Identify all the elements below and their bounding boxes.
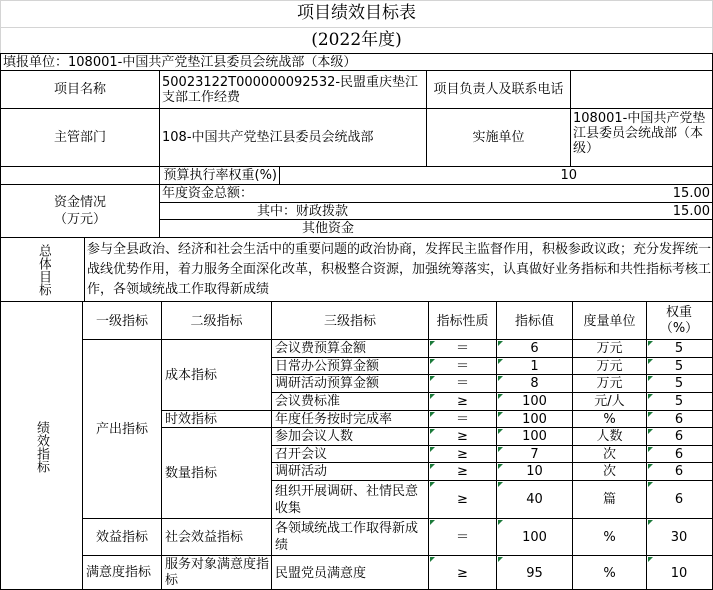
indicator-nature: ≥ (429, 481, 496, 518)
indicator-unit: 元/人 (594, 394, 625, 409)
level3-name: 参加会议人数 (275, 429, 354, 444)
indicator-unit: 次 (602, 446, 616, 462)
indicator-nature: ＝ (429, 411, 496, 427)
level3-name: 召开会议 (275, 446, 328, 462)
table-border (496, 301, 497, 590)
level2-cost: 成本指标 (165, 367, 218, 383)
indicator-unit: 万元 (596, 358, 623, 374)
indicator-value: 100 (497, 428, 572, 445)
indicator-value: 6 (497, 340, 572, 357)
table-border (0, 301, 713, 302)
level3-name: 年度任务按时完成率 (275, 411, 393, 427)
table-border (161, 427, 713, 428)
header-nature: 指标性质 (436, 313, 489, 329)
level1-benefit: 效益指标 (95, 529, 148, 545)
indicator-value: 8 (497, 375, 572, 392)
table-border (82, 339, 713, 340)
indicator-unit: 人数 (596, 429, 623, 444)
funds-other-label: 其他资金 (301, 221, 354, 236)
goal-text: 参与全县政治、经济和社会生活中的重要问题的政治协商，发挥民主监督作用，积极参政议政；充分发挥统一战线优势作用，着力服务全面深化改革，积极整合资源，加强统筹落实，认真做好业务指标和共性指标考核工作，各领域统战工作取得新成绩 (87, 242, 711, 297)
table-border (428, 301, 429, 590)
indicator-unit: 万元 (596, 376, 623, 391)
level3-name: 调研活动预算金额 (275, 376, 380, 391)
indicator-weight: 5 (647, 358, 711, 374)
table-border (646, 301, 647, 590)
table-border (161, 301, 162, 590)
table-border (0, 184, 713, 185)
indicator-unit: 次 (602, 464, 616, 479)
header-unit: 度量单位 (583, 313, 636, 329)
indicator-nature: ＝ (429, 340, 496, 357)
indicator-weight: 6 (647, 428, 711, 445)
table-border (0, 237, 713, 238)
project-name-label: 项目名称 (53, 82, 106, 97)
indicator-weight: 5 (647, 340, 711, 357)
indicator-value: 1 (497, 358, 572, 374)
page-year: (2022年度) (311, 29, 402, 50)
level3-name: 调研活动 (275, 464, 328, 479)
level2-social: 社会效益指标 (165, 529, 244, 545)
indicator-nature: ＝ (429, 358, 496, 374)
table-border (271, 301, 272, 590)
funds-finance-value: 15.00 (672, 204, 710, 219)
indicator-unit: 万元 (596, 341, 623, 356)
funds-label: 资金情况 （万元） (53, 195, 106, 227)
indicator-nature: ≥ (429, 556, 496, 590)
table-border (570, 70, 571, 167)
level2-service: 服务对象满意度指标 (165, 557, 270, 588)
table-border (0, 70, 713, 71)
dept-value: 108-中国共产党垫江县委员会统战部 (162, 130, 374, 145)
level3-name: 会议费预算金额 (275, 341, 367, 356)
level3-name: 日常办公预算金额 (275, 358, 380, 374)
indicator-weight: 6 (647, 446, 711, 462)
indicator-weight: 30 (647, 519, 711, 555)
indicator-nature: ≥ (429, 428, 496, 445)
indicator-value: 100 (497, 519, 572, 555)
table-border (0, 166, 713, 167)
header-level3: 三级指标 (323, 313, 376, 329)
indicator-nature: ≥ (429, 446, 496, 462)
table-border (0, 108, 713, 109)
impl-label: 实施单位 (472, 130, 525, 145)
funds-total-value: 15.00 (672, 186, 710, 201)
budget-rate-value: 10 (560, 168, 577, 183)
table-border (572, 301, 573, 590)
level3-name: 会议费标准 (275, 394, 341, 409)
funds-total-label: 年度资金总额： (162, 186, 254, 201)
level3-name: 民盟党员满意度 (275, 565, 367, 581)
project-owner-label: 项目负责人及联系电话 (433, 82, 564, 97)
table-border (159, 219, 713, 220)
level2-quantity: 数量指标 (165, 465, 218, 481)
indicator-value: 40 (497, 481, 572, 518)
indicator-nature: ＝ (429, 375, 496, 392)
level2-time: 时效指标 (165, 411, 218, 427)
indicator-weight: 10 (647, 556, 711, 590)
table-border (0, 53, 1, 590)
indicator-nature: ＝ (429, 519, 496, 555)
indicator-nature: ≥ (429, 393, 496, 410)
indicator-weight: 5 (647, 393, 711, 410)
page-title: 项目绩效目标表 (297, 3, 416, 23)
header-value: 指标值 (514, 313, 554, 329)
funds-finance-label: 其中：财政拨款 (256, 204, 348, 219)
indicator-value: 100 (497, 411, 572, 427)
indicator-value: 10 (497, 463, 572, 480)
budget-rate-label: 预算执行率权重(%) (163, 168, 277, 183)
filler-unit: 填报单位：108001-中国共产党垫江县委员会统战部（本级） (3, 54, 357, 70)
table-border (84, 237, 85, 301)
table-border (159, 202, 713, 203)
indicator-nature: ≥ (429, 463, 496, 480)
indicator-unit: 篇 (602, 492, 616, 507)
level3-name: 各领域统战工作取得新成绩 (275, 521, 419, 553)
header-level2: 二级指标 (190, 313, 243, 329)
indicator-unit: % (603, 529, 616, 545)
impl-value: 108001-中国共产党垫江县委员会统战部（本级） (573, 111, 706, 156)
indicator-weight: 6 (647, 411, 711, 427)
indicator-value: 95 (497, 556, 572, 590)
indicator-weight: 6 (647, 463, 711, 480)
dept-label: 主管部门 (53, 130, 106, 145)
table-border (82, 518, 713, 519)
header-level1: 一级指标 (95, 313, 148, 329)
table-border (82, 555, 713, 556)
indicator-value: 7 (497, 446, 572, 462)
level1-output: 产出指标 (95, 421, 148, 437)
indicator-weight: 6 (647, 481, 711, 518)
header-weight: 权重（%） (659, 305, 699, 336)
table-border (82, 301, 83, 590)
level1-satisfaction: 满意度指标 (86, 565, 152, 580)
indicator-weight: 5 (647, 375, 711, 392)
level3-name: 组织开展调研、社情民意收集 (275, 483, 419, 516)
table-border (0, 53, 713, 54)
indicator-unit: % (603, 411, 616, 427)
table-border (279, 166, 280, 184)
indicator-value: 100 (497, 393, 572, 410)
project-owner-value (571, 71, 712, 108)
goal-label: 总体目标 (36, 243, 51, 296)
table-border (161, 410, 713, 411)
table-border (426, 70, 427, 167)
perf-label: 绩效指标 (34, 421, 49, 473)
project-name-value: 50023122T000000092532-民盟重庆垫江支部工作经费 (162, 74, 419, 105)
indicator-unit: % (603, 565, 616, 581)
table-border (159, 70, 160, 237)
